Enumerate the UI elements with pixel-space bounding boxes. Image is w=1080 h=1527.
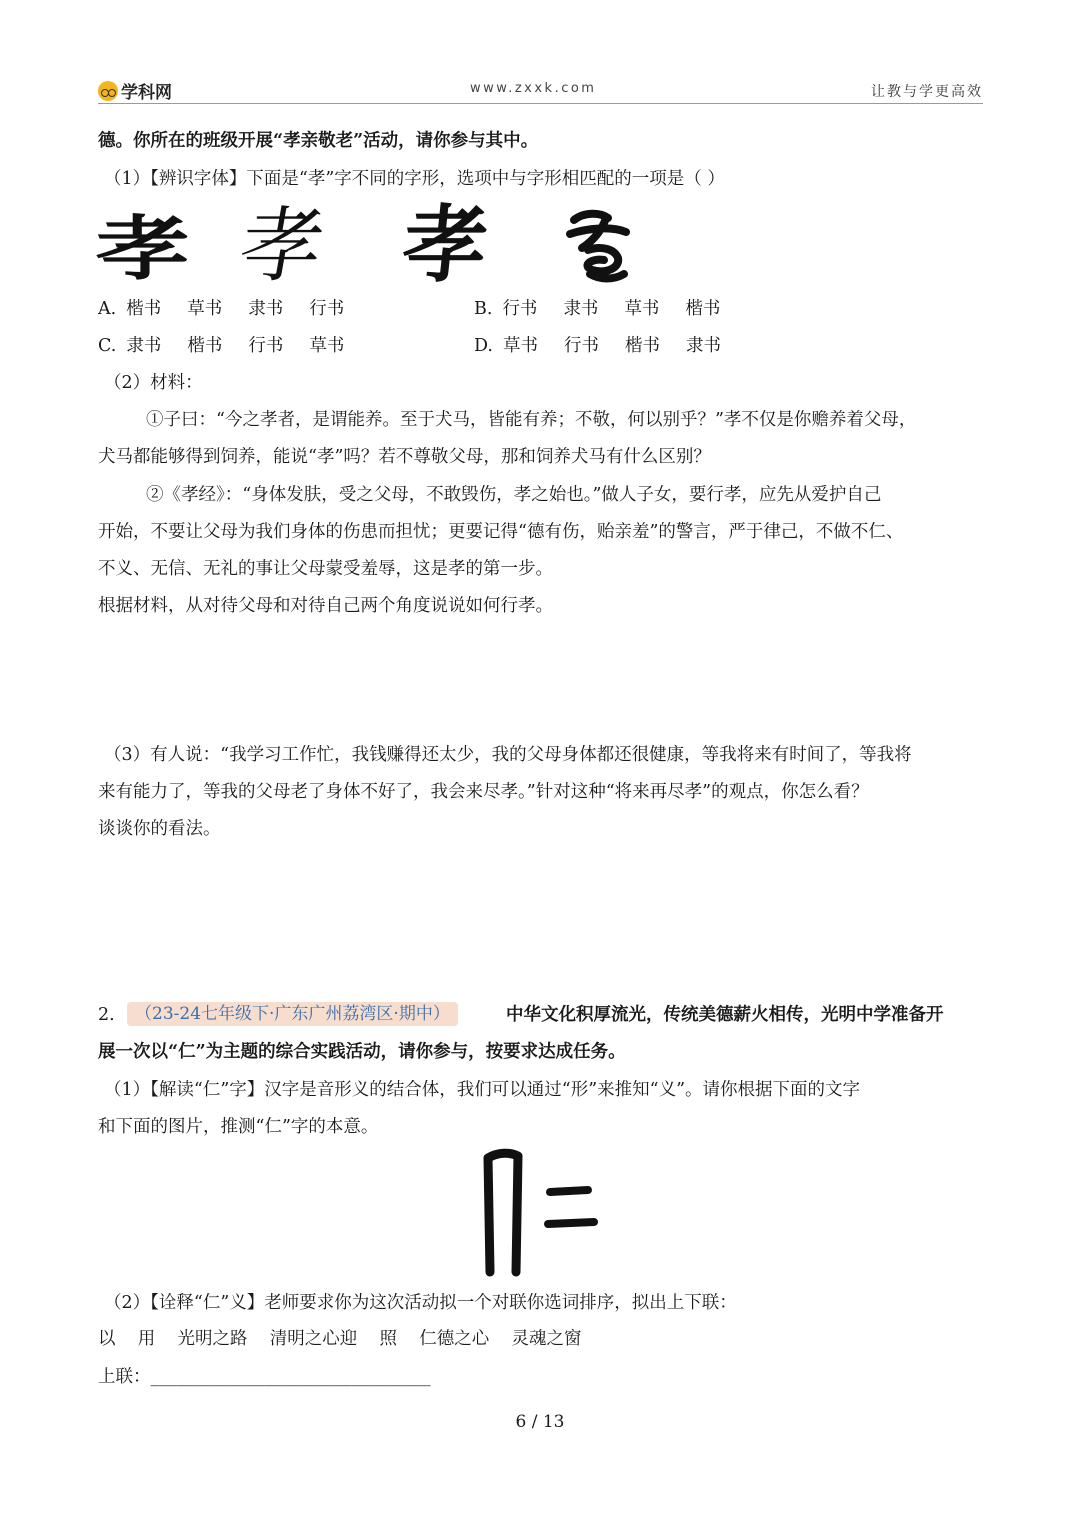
svg-text:孝: 孝 (398, 196, 493, 294)
option-item: 楷书 (126, 299, 162, 319)
option-label: C. (98, 336, 117, 356)
q3-line-2: 来有能力了，等我的父母老了身体不好了，我会来尽孝。”针对这种“将来再尽孝”的观点，你怎么看？ (98, 782, 869, 802)
owl-icon (98, 81, 118, 101)
ancient-ren-glyph-image (470, 1140, 610, 1280)
option-item: 楷书 (685, 299, 721, 319)
sub-1-line-1: （1）【解读“仁”字】汉字是音形义的结合体，我们可以通过“形”来推知“义”。请你根据下面的文字 (104, 1080, 861, 1100)
site-url: www.zxxk.com (470, 81, 597, 96)
calligraphy-caoshu-glyph (560, 200, 635, 290)
option-label: B. (474, 299, 493, 319)
option-item: 楷书 (624, 336, 660, 356)
calligraphy-lishu-glyph (95, 200, 190, 290)
material-2-line-3: 不义、无信、无礼的事让父母蒙受羞辱，这是孝的第一步。 (98, 559, 553, 579)
sub-2-prompt: （2）【诠释“仁”义】老师要求你为这次活动拟一个对联你选词排序，拟出上下联： (104, 1293, 737, 1313)
q1-prompt: （1）【辨识字体】下面是“孝”字不同的字形，选项中与字形相匹配的一项是（ ） (104, 169, 725, 189)
q3-line-3: 谈谈你的看法。 (98, 819, 221, 839)
option-item: 隶书 (685, 336, 721, 356)
material-2-line-1: ②《孝经》：“身体发肤，受之父母，不敢毁伤，孝之始也。”做人子女，要行孝，应先从爱护自己 (146, 485, 882, 505)
option-item: 草书 (309, 336, 345, 356)
page-number: 6 / 13 (515, 1412, 565, 1432)
calligraphy-xingshu-glyph (232, 198, 335, 294)
option-c[interactable] (98, 335, 370, 357)
option-item: 草书 (624, 299, 660, 319)
option-item: 行书 (563, 336, 599, 356)
option-d[interactable] (474, 335, 747, 357)
option-item: 隶书 (126, 336, 162, 356)
material-1-line-2: 犬马都能够得到饲养，能说“孝”吗？若不尊敬父母，那和饲养犬马有什么区别？ (98, 447, 711, 467)
slogan: 让教与学更高效 (871, 84, 983, 100)
sub-1-line-2: 和下面的图片，推测“仁”字的本意。 (98, 1117, 379, 1137)
svg-text:孝: 孝 (232, 198, 332, 294)
problem-2-stem-line-1: 中华文化积厚流光，传统美德薪火相传，光明中学准备开 (506, 1005, 944, 1025)
option-label: D. (474, 336, 493, 356)
material-1-line-1: ①子曰：“今之孝者，是谓能养。至于犬马，皆能有养；不敬，何以别乎？”孝不仅是你赡养着父母， (146, 410, 917, 430)
option-item: 隶书 (563, 299, 599, 319)
q2-question: 根据材料，从对待父母和对待自己两个角度说说如何行孝。 (98, 596, 553, 616)
page-header (98, 76, 983, 104)
logo (98, 78, 172, 103)
option-item: 行书 (309, 299, 345, 319)
option-b[interactable] (474, 298, 746, 320)
q3-line-1: （3）有人说：“我学习工作忙，我钱赚得还太少，我的父母身体都还很健康，等我将来有时间了，等我将 (104, 745, 912, 765)
option-item: 草书 (502, 336, 538, 356)
intro-text: 德。你所在的班级开展“孝亲敬老”活动，请你参与其中。 (98, 131, 539, 151)
problem-2-stem-line-2: 展一次以“仁”为主题的综合实践活动，请你参与，按要求达成任务。 (98, 1042, 626, 1062)
option-a[interactable] (98, 298, 370, 320)
option-label: A. (98, 299, 117, 319)
problem-2-number: 2. (98, 1005, 115, 1025)
option-item: 楷书 (187, 336, 223, 356)
calligraphy-kaishu-glyph (398, 196, 495, 294)
material-2-line-2: 开始，不要让父母为我们身体的伤患而担忧；更要记得“德有伤，贻亲羞”的警言，严于律己，不做不仁、 (98, 522, 904, 542)
logo-text: 学科网 (121, 83, 172, 103)
option-item: 隶书 (248, 299, 284, 319)
option-item: 行书 (248, 336, 284, 356)
svg-text:孝: 孝 (95, 207, 190, 290)
option-item: 行书 (502, 299, 538, 319)
word-bank: 以 用 光明之路 清明之心迎 照 仁德之心 灵魂之窗 (98, 1329, 582, 1349)
upper-couplet-answer-line[interactable]: 上联：________________________________ (98, 1367, 431, 1387)
q2-label: （2）材料： (104, 373, 203, 393)
option-item: 草书 (187, 299, 223, 319)
source-badge: （23-24七年级下·广东广州荔湾区·期中） (127, 1002, 458, 1026)
